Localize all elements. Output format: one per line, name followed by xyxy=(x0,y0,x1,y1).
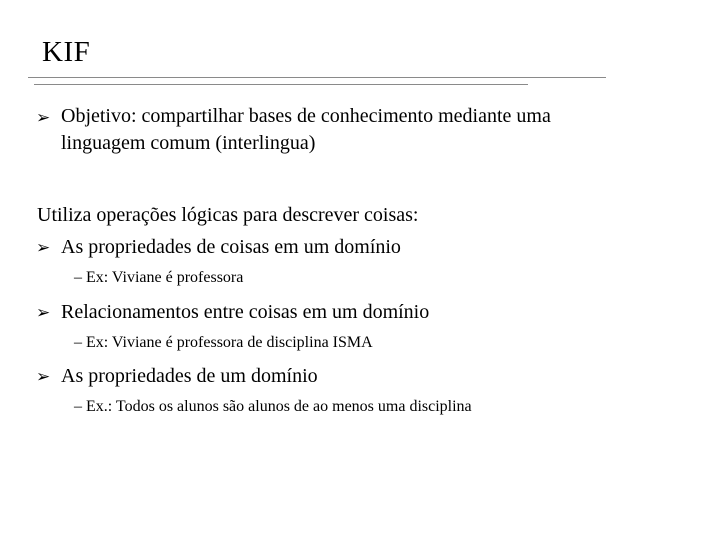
bullet-text: As propriedades de coisas em um domínio xyxy=(61,236,401,258)
bullet-text: As propriedades de um domínio xyxy=(61,365,318,387)
arrowhead-bullet-icon: ➢ xyxy=(36,303,51,323)
arrowhead-bullet-icon: ➢ xyxy=(36,367,51,387)
title-divider-inner xyxy=(34,84,528,85)
objective-text xyxy=(61,103,701,157)
slide-title: KIF xyxy=(42,36,91,68)
bullet-text: Relacionamentos entre coisas em um domínio xyxy=(61,301,430,323)
bullet-example: – Ex: Viviane é professora xyxy=(74,269,244,286)
arrowhead-bullet-icon: ➢ xyxy=(36,108,51,128)
arrowhead-bullet-icon: ➢ xyxy=(36,238,51,258)
bullet-example: – Ex: Viviane é professora de disciplina ISMA xyxy=(74,334,373,351)
objective-line-2: linguagem comum (interlingua) xyxy=(61,132,316,154)
intro-text: Utiliza operações lógicas para descrever coisas: xyxy=(37,204,419,226)
title-divider xyxy=(28,77,606,78)
objective-line-1: Objetivo: compartilhar bases de conhecimento mediante uma xyxy=(61,105,551,127)
bullet-example: – Ex.: Todos os alunos são alunos de ao menos uma disciplina xyxy=(74,398,472,415)
